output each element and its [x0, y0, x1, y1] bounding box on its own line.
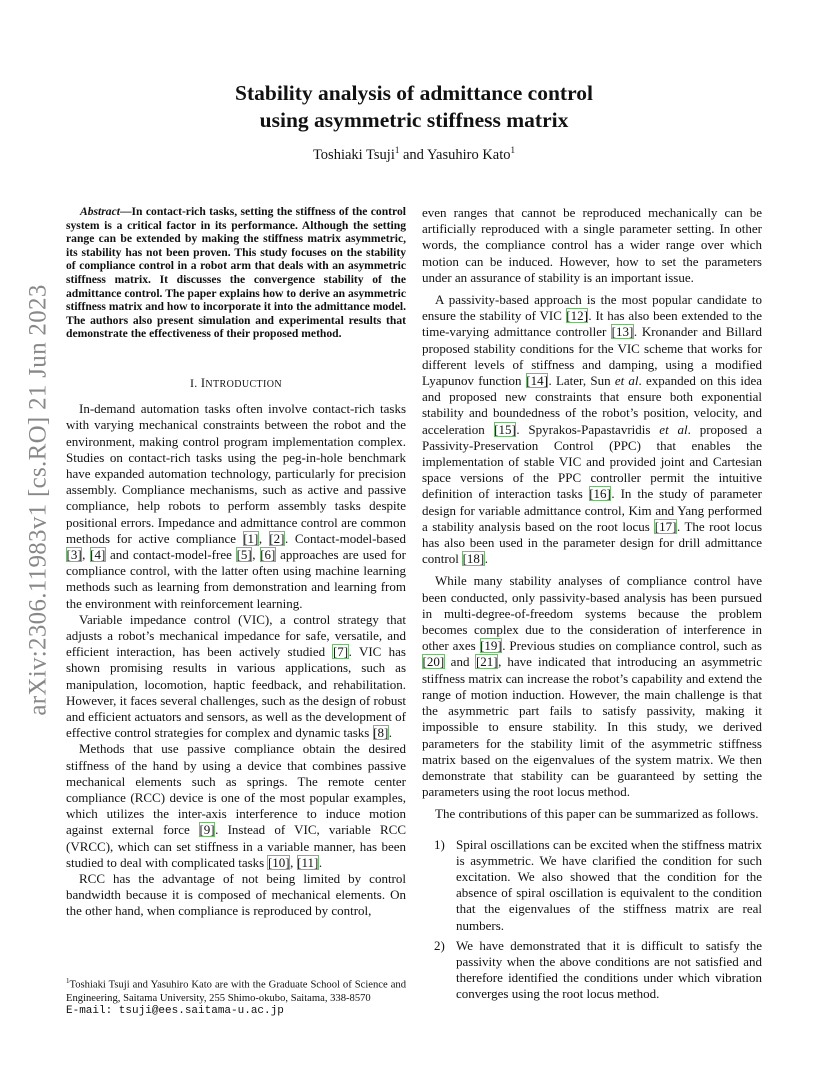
- related-work-paragraph: [422, 292, 762, 567]
- text-run: A passivity-based approach is the most popular candidate to ensure the stability of VIC: [422, 292, 762, 324]
- citation-link[interactable]: [3]: [66, 546, 82, 562]
- section-initial: I: [200, 375, 206, 390]
- citation-link[interactable]: [19]: [480, 638, 502, 654]
- abstract-label: Abstract: [80, 205, 120, 218]
- affiliation-mark: 1: [394, 145, 400, 155]
- abstract: Abstract—In contact-rich tasks, setting the stiffness of the control system is a critical factor in its performance. Although the setting range can be extended by making the stiffness matrix asymmetric, its stability has not been proven. This study focuses on the stability of compliance control in a robot arm that deals with an asymmetric stiffness matrix. It discusses the convergence stability of the admittance control. The paper explains how to derive an asymmetric stiffness matrix and how to incorporate it into the admittance model. The authors also present simulation and experimental results that demonstrate the effectiveness of their proposed method.: [66, 205, 406, 341]
- citation-link[interactable]: [7]: [332, 644, 349, 660]
- citation-link[interactable]: [14]: [526, 373, 548, 389]
- text-run: In-demand automation tasks often involve contact-rich tasks with varying mechanical constraints between the robot and the environment, making control program implementation complex. Studies on contact-rich tasks using the peg-in-hole benchmark have expanded automation technology, particularly for precision assembly. Compliance mechanisms, such as active and passive compliance, help robots to perform assembly tasks despite positional errors. Impedance and admittance control are common methods for active compliance: [66, 401, 406, 546]
- author-name: Toshiaki Tsuji: [312, 146, 395, 163]
- text-run: . proposed a Passivity-Preservation Control (PPC) that enables the implementation of stable VIC and provided joint and Cartesian space versions of the PPC controller permit the intuitive definition of interaction tasks: [422, 421, 763, 502]
- footnote-affiliation: [66, 975, 406, 1005]
- text-run: . Spyrakos-Papastavridis: [516, 421, 660, 437]
- text-run: ,: [82, 546, 90, 562]
- citation-link[interactable]: [12]: [566, 308, 588, 324]
- abstract-text: In contact-rich tasks, setting the stiffness of the control system is a critical factor in its performance. Although the setting range can be extended by making the stiffness matrix asymmetric, its stability has not been proven. This study focuses on the stability of compliance control in a robot arm that deals with an asymmetric stiffness matrix. It discusses the convergence stability of the admittance control. The paper explains how to derive an asymmetric stiffness matrix and how to incorporate it into the admittance model. The authors also present simulation and experimental results that demonstrate the effectiveness of their proposed method.: [66, 205, 406, 341]
- et-al: et al: [659, 421, 688, 437]
- citation-link[interactable]: [2]: [269, 530, 285, 546]
- citation-link[interactable]: [8]: [373, 725, 389, 741]
- text-run: . Instead of VIC, variable RCC (VRCC), which can set stiffness in a variable manner, has been studied to deal with complicated tasks: [66, 822, 406, 870]
- continued-paragraph: even ranges that cannot be reproduced mechanically can be artificially reproduced with a single parameter setting. In other words, the compliance control has a wider range over which motion can be induced. However, how to set the parameters under an assurance of stability is an important issue.: [422, 205, 762, 285]
- text-run: . expanded on this idea and proposed new constraints that ensure both exponential stability and boundedness of the robot’s position, velocity, and acceleration: [422, 373, 762, 437]
- text-run: .: [388, 725, 393, 741]
- citation-link[interactable]: [10]: [267, 854, 290, 870]
- text-run: ,: [252, 546, 260, 562]
- citation-link[interactable]: [16]: [589, 486, 611, 502]
- citation-link[interactable]: [15]: [494, 421, 516, 437]
- citation-link[interactable]: [5]: [236, 546, 252, 562]
- intro-paragraph-4: RCC has the advantage of not being limited by control bandwidth because it is composed of mechanical elements. On the other hand, when compliance is reproduced by control,: [66, 871, 406, 919]
- intro-paragraph-3: [66, 741, 406, 871]
- text-run: . It has also been extended to the time-varying admittance controller: [422, 308, 762, 340]
- section-heading-introduction: [66, 375, 406, 393]
- et-al: et al: [614, 373, 639, 389]
- footnote-email: E-mail: tsuji@ees.saitama-u.ac.jp: [66, 1004, 284, 1017]
- list-number: 1): [434, 836, 445, 852]
- citation-link[interactable]: [1]: [243, 530, 259, 546]
- text-run: . Kronander and Billard proposed stability conditions for the VIC scheme that works for different levels of stiffness and damping, using a modified Lyapunov function: [422, 324, 762, 389]
- left-column: [66, 205, 406, 920]
- section-title-rest: NTRODUCTION: [205, 378, 282, 390]
- author-list: [0, 145, 828, 164]
- text-run: approaches are used for compliance control, with the latter often using machine learning methods such as learning from demonstration and learning from the environment with reinforcement learning.: [66, 546, 406, 611]
- intro-paragraph-1: [66, 401, 406, 612]
- text-run: . Contact-model-based: [284, 530, 407, 546]
- text-run: . Later, Sun: [548, 373, 615, 389]
- list-text: Spiral oscillations can be excited when the stiffness matrix is asymmetric. We have clarified the condition for such excitation. We also showed that the condition for the absence of spiral oscillation is equivalent to the condition that the eigenvalues of the stiffness matrix are real numbers.: [456, 836, 762, 933]
- footnote-text: Toshiaki Tsuji and Yasuhiro Kato are with the Graduate School of Science and Engineering, Saitama University, 255 Shimo-okubo, Saitama, 338-8570: [66, 979, 406, 1004]
- motivation-paragraph: [422, 573, 762, 800]
- section-numeral: I.: [189, 375, 198, 390]
- citation-link[interactable]: [4]: [90, 546, 106, 562]
- text-run: . In the study of parameter design for variable admittance control, Kim and Yang performed a stability analysis based on the root locus: [422, 486, 762, 534]
- citation-link[interactable]: [6]: [260, 546, 276, 562]
- contributions-list: [422, 837, 762, 1003]
- text-run: , have indicated that introducing an asymmetric stiffness matrix can increase the robot’s capability and extend the range of motion induction. However, the main challenge is that the asymmetric part fails to satisfy passivity, making it impossible to ensure stability. In this study, we derived parameters for the stability limit of the asymmetric stiffness matrix based on the eigenvalues of the system matrix. We then demonstrate that stability can be guaranteed by setting the parameters using the root locus method.: [422, 654, 762, 800]
- paper-title: [0, 80, 828, 134]
- text-run: While many stability analyses of compliance control have been conducted, only passivity-based analysis has been pursued in multi-degree-of-freedom systems because the problem becomes complex due to the consideration of interference in other axes: [422, 573, 762, 654]
- text-run: Methods that use passive compliance obtain the desired stiffness of the hand by using a device that combines passive mechanical elements such as springs. The remote center compliance (RCC) device is one of the most popular examples, which utilizes the inter-axis interference to induce motion against external force: [66, 741, 406, 838]
- text-run: Variable impedance control (VIC), a control strategy that adjusts a robot’s mechanical impedance for safe, versatile, and efficient interaction, has been actively studied: [66, 611, 406, 660]
- intro-paragraph-2: [66, 612, 406, 742]
- citation-link[interactable]: [20]: [422, 654, 445, 670]
- title-line-1: Stability analysis of admittance control: [235, 81, 593, 105]
- text-run: . VIC has shown promising results in various applications, such as manipulation, locomotion, haptic feedback, and rehabilitation. However, it faces several challenges, such as the design of robust and efficient actuators and sensors, as well as the development of effective control strategies for complex and dynamic tasks: [66, 644, 406, 741]
- text-run: .: [484, 551, 488, 567]
- citation-link[interactable]: [18]: [462, 551, 485, 567]
- citation-link[interactable]: [21]: [475, 654, 498, 670]
- text-run: . The root locus has also been used in the parameter design for drill admittance control: [422, 518, 763, 567]
- citation-link[interactable]: [13]: [611, 324, 634, 340]
- right-column: [422, 205, 762, 1007]
- footnote: [66, 975, 406, 1018]
- list-text: We have demonstrated that it is difficult to satisfy the passivity when the above conditions are not satisfied and therefore identified the conditions under which vibration converges using the root locus method.: [456, 937, 762, 1002]
- contributions-intro: The contributions of this paper can be summarized as follows.: [435, 806, 759, 822]
- citation-link[interactable]: [17]: [654, 518, 677, 534]
- text-run: ,: [290, 854, 297, 870]
- arxiv-id-label: arXiv:2306.11983v1 [cs.RO] 21 Jun 2023: [25, 284, 52, 716]
- list-item: [422, 938, 762, 1003]
- text-run: and contact-model-free: [105, 546, 237, 562]
- text-run: . Previous studies on compliance control, such as: [502, 638, 762, 654]
- text-run: .: [318, 854, 323, 870]
- affiliation-mark: 1: [510, 145, 516, 155]
- arxiv-sidebar-stamp: [22, 285, 56, 715]
- author-separator: and: [399, 146, 427, 163]
- text-run: ,: [258, 530, 269, 546]
- text-run: and: [444, 654, 476, 670]
- author-name: Yasuhiro Kato: [427, 146, 511, 163]
- citation-link[interactable]: [9]: [199, 822, 215, 838]
- title-line-2: using asymmetric stiffness matrix: [259, 108, 569, 132]
- list-number: 2): [434, 937, 445, 953]
- list-item: [422, 837, 762, 934]
- footnote-mark: 1: [66, 977, 70, 985]
- citation-link[interactable]: [11]: [297, 854, 319, 870]
